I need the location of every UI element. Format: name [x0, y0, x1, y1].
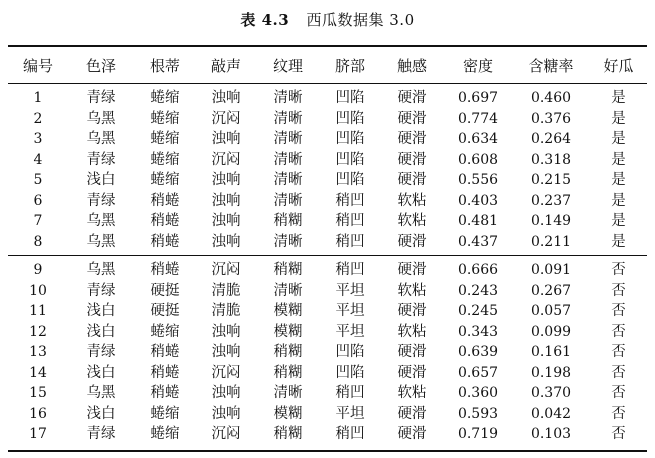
table-cell: 硬滑	[397, 90, 427, 106]
table-cell: 青绿	[86, 426, 116, 442]
table-cell: 0.264	[530, 131, 572, 147]
column-header: 好瓜	[603, 57, 634, 75]
table-cell: 稍凹	[335, 385, 365, 401]
table-cell: 蜷缩	[150, 172, 180, 188]
table-header-row	[8, 53, 647, 79]
table-cell: 稍蜷	[150, 344, 180, 360]
table-cell: 0.556	[457, 172, 499, 188]
column-header: 脐部	[334, 57, 365, 75]
table-cell: 11	[29, 303, 47, 319]
column-header: 敲声	[210, 57, 241, 75]
table-cell: 0.634	[457, 131, 499, 147]
table-cell: 稍凹	[335, 213, 365, 229]
table-row	[8, 170, 647, 191]
table-cell: 乌黑	[86, 131, 116, 147]
table-cell: 否	[611, 344, 626, 360]
table-cell: 浊响	[211, 192, 241, 209]
table-cell: 是	[611, 172, 626, 188]
table-cell: 清脆	[211, 282, 241, 299]
table-cell: 9	[33, 262, 43, 278]
column-header: 含糖率	[528, 57, 574, 75]
table-cell: 平坦	[335, 323, 365, 340]
table-cell: 软粘	[397, 385, 427, 401]
table-cell: 平坦	[335, 282, 365, 299]
table-cell: 0.719	[457, 426, 499, 442]
table-cell: 10	[29, 282, 47, 299]
table-cell: 青绿	[86, 151, 116, 168]
table-cell: 0.370	[530, 385, 572, 401]
table-row	[8, 109, 647, 130]
table-cell: 软粘	[397, 323, 427, 340]
table-cell: 沉闷	[211, 262, 241, 278]
table-cell: 1	[33, 90, 43, 106]
table-cell: 硬滑	[397, 262, 427, 278]
table-cell: 沉闷	[211, 364, 241, 381]
table-cell: 16	[29, 405, 47, 422]
table-cell: 蜷缩	[150, 131, 180, 147]
table-cell: 乌黑	[86, 110, 116, 127]
table-cell: 是	[611, 110, 626, 127]
table-cell: 硬滑	[397, 364, 427, 381]
table-cell: 清脆	[211, 303, 241, 319]
table-cell: 清晰	[273, 233, 303, 250]
table-cell: 0.343	[457, 323, 499, 340]
table-cell: 平坦	[335, 303, 365, 319]
table-row	[8, 424, 647, 445]
table-cell: 0.057	[530, 303, 572, 319]
table-cell: 乌黑	[86, 233, 116, 250]
table-cell: 硬滑	[397, 426, 427, 442]
table-cell: 凹陷	[335, 344, 365, 360]
table-cell: 稍糊	[273, 213, 303, 229]
column-header: 触感	[396, 57, 427, 75]
table-row	[8, 363, 647, 384]
table-cell: 硬滑	[397, 344, 427, 360]
table-cell: 浅白	[86, 323, 116, 340]
table-cell: 稍蜷	[150, 192, 180, 209]
table-cell: 0.774	[457, 110, 499, 127]
table-cell: 凹陷	[335, 131, 365, 147]
table-cell: 12	[29, 323, 47, 340]
table-cell: 硬滑	[397, 151, 427, 168]
table-cell: 是	[611, 192, 626, 209]
table-cell: 稍糊	[273, 426, 303, 442]
table-cell: 浊响	[211, 344, 241, 360]
table-cell: 否	[611, 364, 626, 381]
table-cell: 蜷缩	[150, 151, 180, 168]
table-cell: 是	[611, 131, 626, 147]
table-cell: 否	[611, 282, 626, 299]
table-cell: 硬挺	[150, 282, 180, 299]
table-cell: 清晰	[273, 192, 303, 209]
table-cell: 0.149	[530, 213, 572, 229]
table-cell: 蜷缩	[150, 90, 180, 106]
table-cell: 是	[611, 90, 626, 106]
table-cell: 0.243	[457, 282, 499, 299]
table-cell: 模糊	[273, 303, 303, 319]
table-cell: 稍糊	[273, 262, 303, 278]
table-cell: 稍蜷	[150, 262, 180, 278]
table-cell: 青绿	[86, 192, 116, 209]
table-cell: 凹陷	[335, 151, 365, 168]
table-cell: 浊响	[211, 131, 241, 147]
table-cell: 0.639	[457, 344, 499, 360]
table-top-rule	[8, 45, 647, 47]
table-cell: 是	[611, 213, 626, 229]
table-cell: 软粘	[397, 192, 427, 209]
table-cell: 稍蜷	[150, 385, 180, 401]
table-cell: 清晰	[273, 90, 303, 106]
table-cell: 浊响	[211, 213, 241, 229]
table-cell: 沉闷	[211, 426, 241, 442]
table-cell: 0.376	[530, 110, 572, 127]
table-cell: 0.237	[530, 192, 572, 209]
table-row	[8, 383, 647, 404]
table-cell: 蜷缩	[150, 110, 180, 127]
table-cell: 凹陷	[335, 110, 365, 127]
table-cell: 清晰	[273, 110, 303, 127]
table-cell: 硬滑	[397, 233, 427, 250]
table-cell: 硬滑	[397, 131, 427, 147]
column-header: 密度	[462, 57, 493, 75]
table-cell: 0.481	[457, 213, 499, 229]
table-cell: 2	[33, 110, 43, 127]
table-cell: 软粘	[397, 213, 427, 229]
table-cell: 0.657	[457, 364, 499, 381]
table-cell: 硬滑	[397, 110, 427, 127]
table-row	[8, 191, 647, 212]
table-group-positive	[8, 88, 647, 252]
column-header: 根蒂	[149, 57, 180, 75]
table-cell: 蜷缩	[150, 426, 180, 442]
table-row	[8, 281, 647, 302]
table-cell: 凹陷	[335, 90, 365, 106]
table-cell: 凹陷	[335, 364, 365, 381]
table-caption-label: 表 4.3	[240, 11, 290, 29]
table-row	[8, 211, 647, 232]
table-cell: 0.608	[457, 151, 499, 168]
table-cell: 稍糊	[273, 364, 303, 381]
table-cell: 14	[29, 364, 47, 381]
table-cell: 稍凹	[335, 192, 365, 209]
table-cell: 浅白	[86, 364, 116, 381]
table-cell: 13	[29, 344, 47, 360]
table-group-separator	[8, 255, 647, 256]
table-cell: 沉闷	[211, 151, 241, 168]
column-header: 色泽	[85, 57, 116, 75]
table-row	[8, 342, 647, 363]
table-cell: 否	[611, 262, 626, 278]
table-cell: 0.211	[530, 233, 572, 250]
table-cell: 浊响	[211, 233, 241, 250]
table-row	[8, 404, 647, 425]
table-cell: 青绿	[86, 344, 116, 360]
table-cell: 0.161	[530, 344, 572, 360]
table-cell: 青绿	[86, 282, 116, 299]
table-cell: 0.099	[530, 323, 572, 340]
table-row	[8, 88, 647, 109]
table-cell: 青绿	[86, 90, 116, 106]
table-cell: 0.666	[457, 262, 499, 278]
table-cell: 硬滑	[397, 303, 427, 319]
table-cell: 浊响	[211, 172, 241, 188]
table-cell: 浅白	[86, 405, 116, 422]
table-cell: 否	[611, 323, 626, 340]
table-cell: 3	[33, 131, 43, 147]
table-cell: 否	[611, 426, 626, 442]
table-cell: 沉闷	[211, 110, 241, 127]
table-cell: 否	[611, 405, 626, 422]
table-cell: 5	[33, 172, 43, 188]
table-cell: 0.091	[530, 262, 572, 278]
table-cell: 稍蜷	[150, 213, 180, 229]
table-cell: 否	[611, 385, 626, 401]
table-cell: 硬滑	[397, 172, 427, 188]
table-cell: 稍糊	[273, 344, 303, 360]
table-cell: 稍凹	[335, 262, 365, 278]
table-cell: 是	[611, 151, 626, 168]
table-cell: 0.437	[457, 233, 499, 250]
table-cell: 硬挺	[150, 303, 180, 319]
table-cell: 软粘	[397, 282, 427, 299]
table-row	[8, 260, 647, 281]
table-cell: 0.267	[530, 282, 572, 299]
table-cell: 6	[33, 192, 43, 209]
table-cell: 0.245	[457, 303, 499, 319]
table-cell: 17	[29, 426, 47, 442]
table-cell: 稍凹	[335, 426, 365, 442]
table-cell: 7	[33, 213, 43, 229]
table-cell: 凹陷	[335, 172, 365, 188]
table-cell: 浅白	[86, 172, 116, 188]
table-cell: 稍蜷	[150, 364, 180, 381]
table-cell: 清晰	[273, 151, 303, 168]
table-cell: 平坦	[335, 405, 365, 422]
table-cell: 浅白	[86, 303, 116, 319]
table-cell: 乌黑	[86, 262, 116, 278]
table-cell: 稍蜷	[150, 233, 180, 250]
table-bottom-rule	[8, 450, 647, 452]
table-cell: 是	[611, 233, 626, 250]
table-cell: 浊响	[211, 405, 241, 422]
table-cell: 15	[29, 385, 47, 401]
table-cell: 模糊	[273, 405, 303, 422]
table-cell: 稍凹	[335, 233, 365, 250]
table-cell: 清晰	[273, 282, 303, 299]
table-cell: 4	[33, 151, 43, 168]
table-cell: 0.198	[530, 364, 572, 381]
table-row	[8, 301, 647, 322]
table-caption	[0, 10, 655, 30]
table-cell: 乌黑	[86, 385, 116, 401]
table-cell: 浊响	[211, 385, 241, 401]
table-caption-title: 西瓜数据集 3.0	[306, 11, 415, 29]
table-cell: 0.360	[457, 385, 499, 401]
table-row	[8, 322, 647, 343]
table-cell: 清晰	[273, 131, 303, 147]
table-cell: 硬滑	[397, 405, 427, 422]
table-header-rule	[8, 83, 647, 84]
table-group-negative	[8, 260, 647, 445]
table-header	[8, 53, 647, 79]
column-header: 编号	[22, 57, 53, 75]
table-cell: 乌黑	[86, 213, 116, 229]
table-row	[8, 150, 647, 171]
table-cell: 0.460	[530, 90, 572, 106]
table-cell: 清晰	[273, 385, 303, 401]
table-cell: 蜷缩	[150, 323, 180, 340]
table-cell: 0.103	[530, 426, 572, 442]
table-cell: 0.593	[457, 405, 499, 422]
table-cell: 模糊	[273, 323, 303, 340]
table-cell: 蜷缩	[150, 405, 180, 422]
table-cell: 浊响	[211, 90, 241, 106]
table-cell: 0.403	[457, 192, 499, 209]
table-row	[8, 129, 647, 150]
table-cell: 0.042	[530, 405, 572, 422]
table-cell: 0.318	[530, 151, 572, 168]
table-cell: 清晰	[273, 172, 303, 188]
table-cell: 8	[33, 233, 43, 250]
table-cell: 浊响	[211, 323, 241, 340]
table-cell: 否	[611, 303, 626, 319]
table-cell: 0.215	[530, 172, 572, 188]
table-row	[8, 232, 647, 253]
table-cell: 0.697	[457, 90, 499, 106]
column-header: 纹理	[272, 57, 303, 75]
